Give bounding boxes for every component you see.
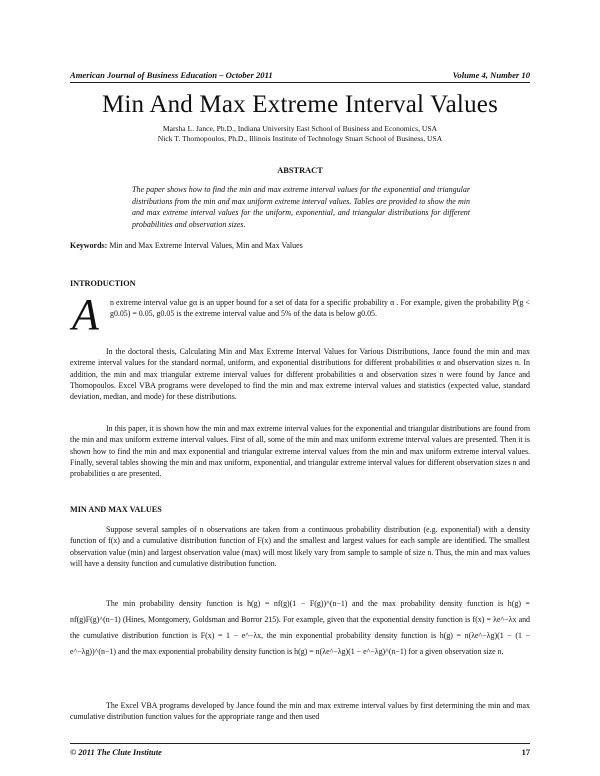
copyright: © 2011 The Clute Institute xyxy=(70,748,162,757)
minmax-paragraph-3: The Excel VBA programs developed by Jance found the min and max extreme interval values by first determining the min and max cumulative distribution function values for the appropriate range and then used xyxy=(70,701,530,722)
minmax-formula-paragraph: The min probability density function is h(g) = nf(g)(1 − F(g))^(n−1) and the max probability density function is h(g) = nf(g)F(g)^(n−1) (Hines, Montgomery, Goldsman and Borror 215). For example, given that the exponential density function is f(x) = λe^−λx and the cumulative distribution function is F(x) = 1 − e^−λx, the min exponential probability density function is h(g) = n(λe^−λg)(1 − (1 − e^−λg))^(n−1) and the max exponential probability density function is h(g) = n(λe^−λg)(1 − e^−λg)^(n−1) for a given observation size n. xyxy=(70,599,530,656)
keywords-label: Keywords: xyxy=(70,241,108,250)
drop-cap: A xyxy=(72,290,99,339)
author-block xyxy=(70,124,530,144)
page-footer xyxy=(70,748,530,757)
author-1: Marsha L. Jance, Ph.D., Indiana University East School of Business and Economics, USA xyxy=(162,124,438,133)
abstract-heading: ABSTRACT xyxy=(277,166,323,175)
intro-paragraph-2: In the doctoral thesis, Calculating Min and Max Extreme Interval Values for Various Distributions, Jance found the min and max extreme interval values for the standard normal, uniform, and exponential distributions for different probabilities α and observation sizes n. In addition, the min and max triangular extreme interval values for different probabilities α and observation sizes n were found by Jance and Thomopoulos. Excel VBA programs were developed to find the min and max extreme interval values and statistics (expected value, standard deviation, median, and mode) for these distributions. xyxy=(70,347,530,402)
intro-paragraph-1 xyxy=(110,297,530,320)
abstract-text: The paper shows how to find the min and max extreme interval values for the exponential and triangular distributions from the min and max uniform extreme interval values. Tables are provided to show the min and max extreme interval values for the uniform, exponential, and triangular distributions for different probabilities and observation sizes. xyxy=(132,185,470,229)
intro-paragraph-3: In this paper, it is shown how the min and max extreme interval values for the exponential and triangular distributions are found from the min and max uniform extreme interval values. First of all, some of the min and max uniform extreme interval values are presented. Then it is shown how to find the min and max exponential and triangular extreme interval values from the min and max uniform extreme interval values. Finally, several tables showing the min and max uniform, exponential, and triangular extreme interval values for different observation sizes n and probabilities α are presented. xyxy=(70,424,530,479)
keywords-text: Min and Max Extreme Interval Values, Min and Max Values xyxy=(109,241,303,250)
minmax-paragraph-1: Suppose several samples of n observations are taken from a continuous probability distribution (e.g. exponential) with a density function of f(x) and a cumulative distribution function of F(x) and the smallest and largest values for each sample are identified. The smallest observation value (min) and largest observation value (max) will most likely vary from sample to sample of size n. Thus, the min and max values will have a density function and cumulative distribution function. xyxy=(70,525,530,568)
footer-rule xyxy=(70,743,530,744)
page-number: 17 xyxy=(521,748,530,757)
journal-name: American Journal of Business Education – October 2011 xyxy=(70,70,273,80)
introduction-heading: INTRODUCTION xyxy=(70,279,136,288)
header-rule xyxy=(70,82,530,83)
intro-paragraph-1-text: n extreme interval value gα is an upper bound for a set of data for a specific probability α . For example, given the probability P(g < g0.05) = 0.05, g0.05 is the extreme interval value and 5% of the data is below g0.05. xyxy=(110,298,530,319)
author-2: Nick T. Thomopoulos, Ph.D., Illinois Institute of Technology Stuart School of Business, USA xyxy=(157,134,443,143)
minmax-heading: MIN AND MAX VALUES xyxy=(70,505,162,514)
paper-title: Min And Max Extreme Interval Values xyxy=(101,91,499,118)
keywords-line xyxy=(70,241,530,250)
running-header xyxy=(70,70,530,80)
volume-number: Volume 4, Number 10 xyxy=(452,70,530,80)
